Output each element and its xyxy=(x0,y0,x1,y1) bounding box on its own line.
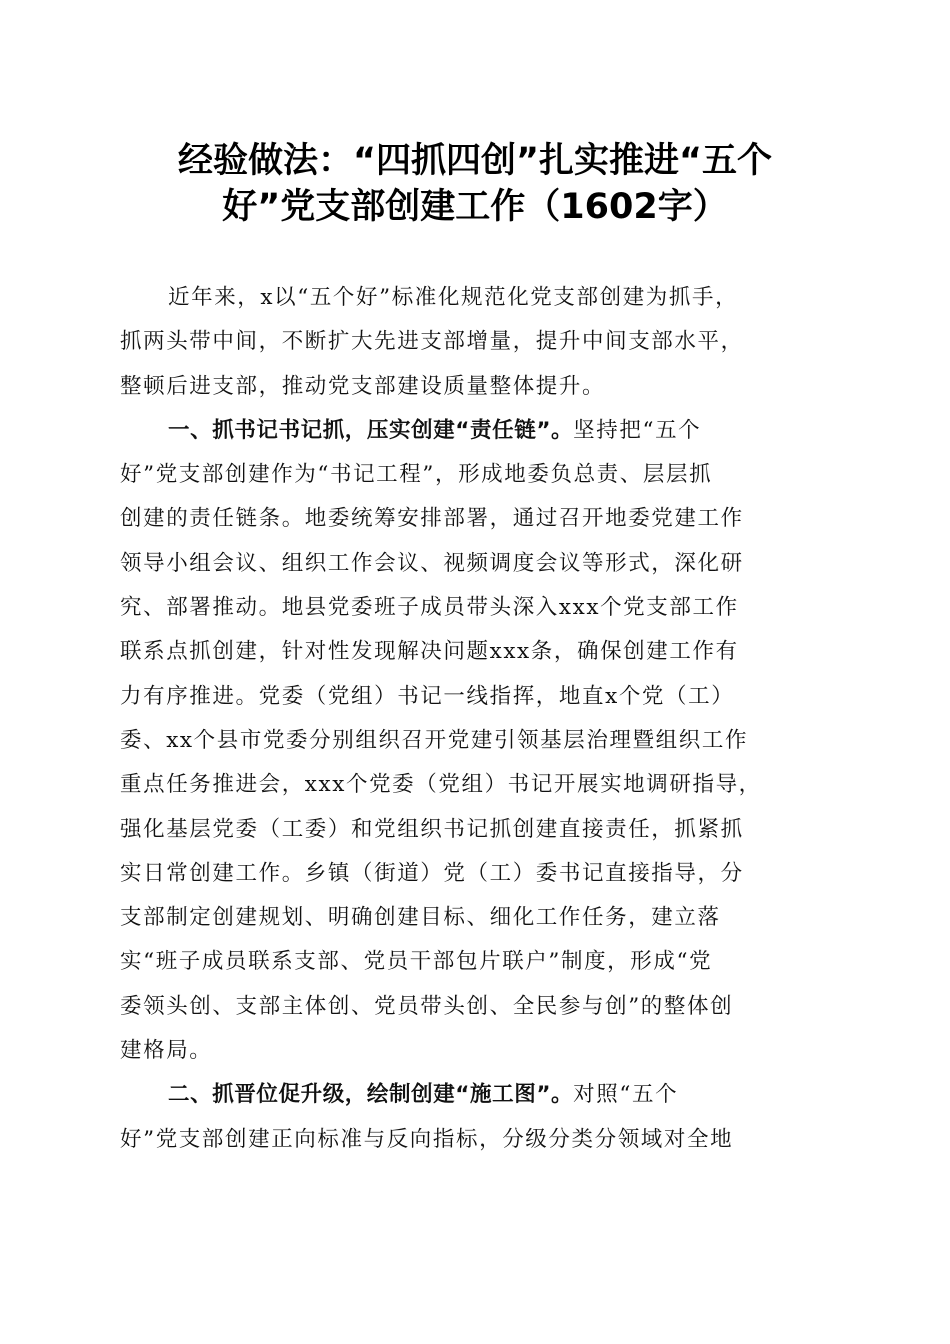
section-2-first-line xyxy=(120,1073,832,1117)
section-1-first-line-rest: 坚持把“五个 xyxy=(573,417,702,443)
title-line-2: 好”党支部创建工作（1602字） xyxy=(222,187,728,227)
document-title xyxy=(120,138,830,230)
section-1-line: 建格局。 xyxy=(120,1038,213,1064)
section-2-heading: 二、抓晋位促升级，绘制创建“施工图”。 xyxy=(168,1082,574,1108)
section-1-line: 支部制定创建规划、明确创建目标、细化工作任务，建立落 xyxy=(120,905,721,931)
document-body xyxy=(120,276,832,1162)
title-line-1: 经验做法：“四抓四创”扎实推进“五个 xyxy=(177,141,772,181)
section-1-line: 实日常创建工作。乡镇（街道）党（工）委书记直接指导，分 xyxy=(120,860,744,886)
section-1-first-line xyxy=(120,409,832,453)
section-1-line: 好”党支部创建作为“书记工程”，形成地委负总责、层层抓 xyxy=(120,462,713,488)
section-2-line: 好”党支部创建正向标准与反向指标，分级分类分领域对全地 xyxy=(120,1126,734,1152)
section-1-line: 重点任务推进会，xxx个党委（党组）书记开展实地调研指导， xyxy=(120,772,762,798)
section-1-line: 委领头创、支部主体创、党员带头创、全民参与创”的整体创 xyxy=(120,993,734,1019)
intro-line: 整顿后进支部，推动党支部建设质量整体提升。 xyxy=(120,373,606,399)
section-1-heading: 一、抓书记书记抓，压实创建“责任链”。 xyxy=(168,417,574,443)
section-2-first-line-rest: 对照“五个 xyxy=(573,1082,679,1108)
section-1-line: 究、部署推动。地县党委班子成员带头深入xxx个党支部工作 xyxy=(120,595,739,621)
section-1-line: 领导小组会议、组织工作会议、视频调度会议等形式，深化研 xyxy=(120,550,744,576)
section-1-line: 联系点抓创建，针对性发现解决问题xxx条，确保创建工作有 xyxy=(120,639,739,665)
section-2-paragraph xyxy=(120,1073,832,1162)
section-1-line: 实“班子成员联系支部、党员干部包片联户”制度，形成“党 xyxy=(120,949,713,975)
section-1-line: 力有序推进。党委（党组）书记一线指挥，地直x个党（工） xyxy=(120,683,735,709)
section-1-line: 创建的责任链条。地委统筹安排部署，通过召开地委党建工作 xyxy=(120,506,744,532)
intro-line: 近年来，x以“五个好”标准化规范化党支部创建为抓手， xyxy=(168,285,739,310)
intro-line: 抓两头带中间，不断扩大先进支部增量，提升中间支部水平， xyxy=(120,329,744,355)
intro-paragraph xyxy=(120,276,832,409)
section-1-paragraph xyxy=(120,409,832,1073)
section-1-line: 委、xx个县市党委分别组织召开党建引领基层治理暨组织工作 xyxy=(120,727,749,753)
section-1-line: 强化基层党委（工委）和党组织书记抓创建直接责任，抓紧抓 xyxy=(120,816,744,842)
